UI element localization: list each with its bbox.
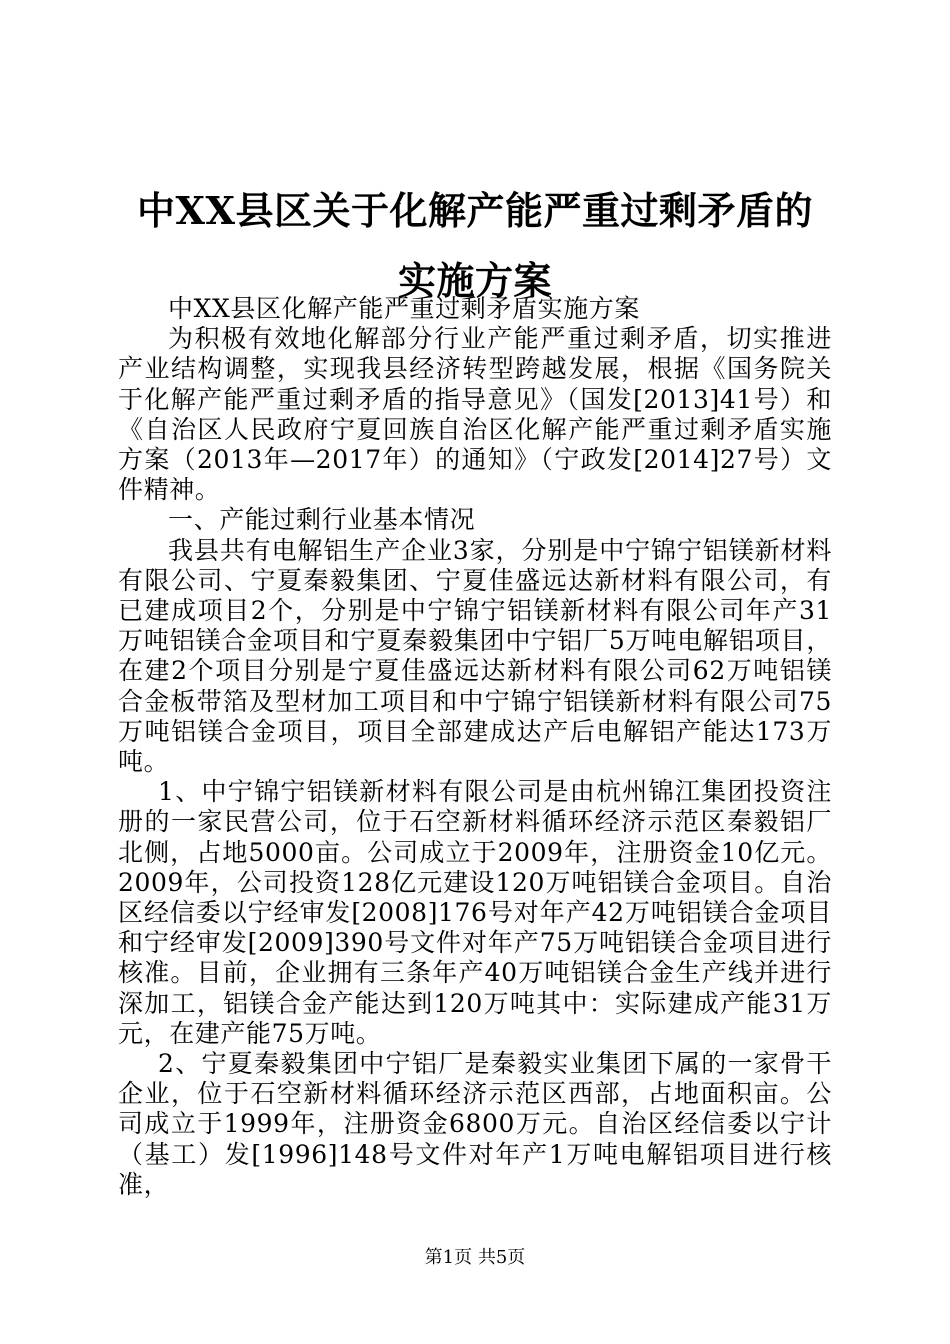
intro-paragraph: 为积极有效地化解部分行业产能严重过剩矛盾，切实推进产业结构调整，实现我县经济转型跨越发展，根据《国务院关于化解产能严重过剩矛盾的指导意见》（国发[2013]41号）和《自治区人民政府宁夏回族自治区化解产能严重过剩矛盾实施方案（2013年—2017年）的通知》（宁政发[2014]27号）文件精神。 xyxy=(118,324,832,505)
page-footer: 第1页 共5页 xyxy=(424,1247,526,1268)
overview-paragraph: 我县共有电解铝生产企业3家，分别是中宁锦宁铝镁新材料有限公司、宁夏秦毅集团、宁夏佳盛远达新材料有限公司，有已建成项目2个，分别是中宁锦宁铝镁新材料有限公司年产31万吨铝镁合金项目和宁夏秦毅集团中宁铝厂5万吨电解铝项目，在建2个项目分别是宁夏佳盛远达新材料有限公司62万吨铝镁合金板带箔及型材加工项目和中宁锦宁铝镁新材料有限公司75万吨铝镁合金项目，项目全部建成达产后电解铝产能达173万吨。 xyxy=(118,535,832,777)
section-heading: 一、产能过剩行业基本情况 xyxy=(168,505,476,535)
subtitle-paragraph: 中XX县区化解产能严重过剩矛盾实施方案 xyxy=(168,294,640,323)
company-1-paragraph: 1、中宁锦宁铝镁新材料有限公司是由杭州锦江集团投资注册的一家民营公司，位于石空新材料循环经济示范区秦毅铝厂北侧，占地5000亩。公司成立于2009年，注册资金10亿元。2009年，公司投资128亿元建设120万吨铝镁合金项目。自治区经信委以宁经审发[2008]176号对年产42万吨铝镁合金项目和宁经审发[2009]390号文件对年产75万吨铝镁合金项目进行核准。目前，企业拥有三条年产40万吨铝镁合金生产线并进行深加工，铝镁合金产能达到120万吨其中：实际建成产能31万元，在建产能75万吨。 xyxy=(118,777,832,1048)
company-2-paragraph: 2、宁夏秦毅集团中宁铝厂是秦毅实业集团下属的一家骨干企业，位于石空新材料循环经济示范区西部，占地面积亩。公司成立于1999年，注册资金6800万元。自治区经信委以宁计（基工）发[1996]148号文件对年产1万吨电解铝项目进行核准， xyxy=(118,1049,832,1199)
document-body xyxy=(118,294,832,1200)
document-title: 中XX县区关于化解产能严重过剩矛盾的实施方案 xyxy=(137,188,813,303)
